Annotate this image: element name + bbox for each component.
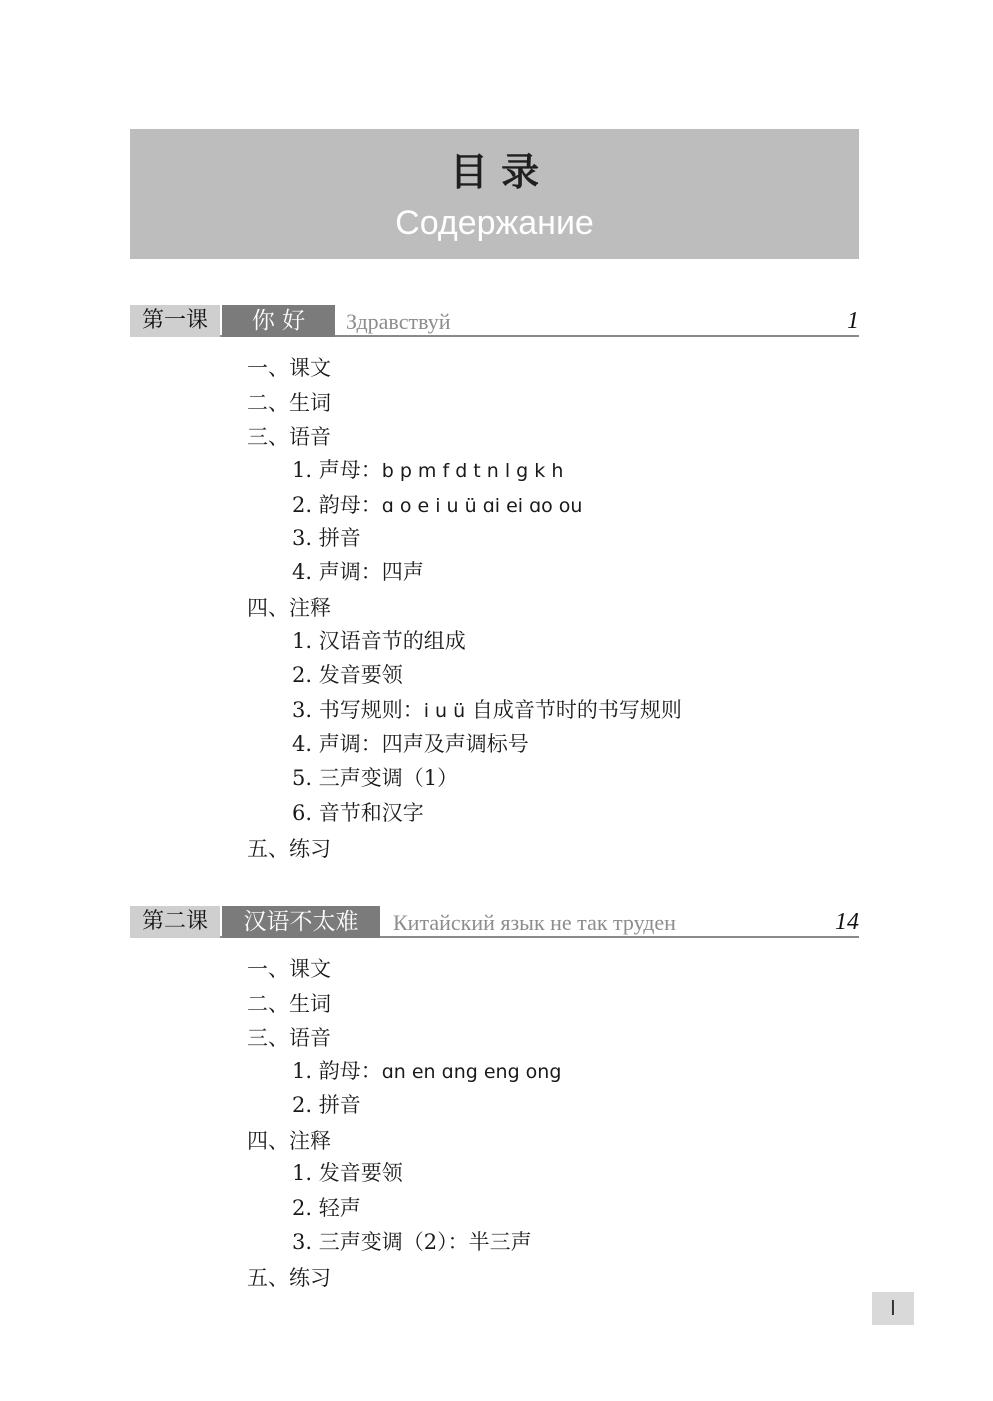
toc-entry[interactable]: 五、练习 (247, 1266, 331, 1290)
page-title: 目 录 (449, 150, 540, 194)
toc-subentry[interactable]: 5. 三声变调（1） (292, 766, 459, 790)
toc-subentry[interactable] (292, 491, 582, 520)
lesson-number: 第二课 (130, 906, 220, 938)
toc-subentry[interactable]: 2. 拼音 (292, 1093, 361, 1117)
toc-subentry[interactable] (292, 456, 563, 485)
toc-subentry[interactable]: 2. 轻声 (292, 1196, 361, 1220)
page-number-badge: I (872, 1292, 914, 1325)
pinyin-list: ɑ o e i u ü ɑi ei ɑo ou (381, 495, 583, 517)
toc-entry[interactable]: 三、语音 (247, 1026, 331, 1050)
lesson-title: 你 好 (222, 305, 335, 337)
lesson-title-ru: Китайский язык не так труден (393, 910, 676, 935)
toc-entry[interactable]: 四、注释 (247, 596, 331, 620)
lesson-title-ru: Здравствуй (346, 309, 451, 334)
toc-subentry-label: 1. 声母： (292, 458, 382, 482)
toc-entry[interactable]: 一、课文 (247, 957, 331, 981)
pinyin-list: ɑn en ɑng eng ong (381, 1061, 562, 1083)
toc-subentry-label: 1. 韵母： (292, 1059, 382, 1083)
toc-subentry[interactable]: 4. 声调：四声 (292, 560, 424, 584)
lesson-1-heading[interactable] (130, 305, 859, 337)
lesson-title: 汉语不太难 (222, 906, 380, 938)
lesson-2-heading[interactable] (130, 906, 859, 938)
toc-entry[interactable]: 二、生词 (247, 391, 331, 415)
toc-subentry[interactable]: 3. 拼音 (292, 526, 361, 550)
pinyin-list: i u ü (423, 700, 466, 722)
toc-header (130, 129, 859, 259)
toc-subentry[interactable]: 6. 音节和汉字 (292, 801, 424, 825)
pinyin-list: b p m f d t n l g k h (381, 460, 564, 482)
page-subtitle: Содержание (395, 204, 594, 242)
toc-subentry-label: 3. 书写规则： (292, 698, 424, 722)
toc-subentry-tail: 自成音节时的书写规则 (465, 698, 682, 722)
toc-subentry[interactable] (292, 696, 682, 725)
toc-entry[interactable]: 三、语音 (247, 425, 331, 449)
toc-entry[interactable]: 二、生词 (247, 992, 331, 1016)
toc-subentry[interactable]: 4. 声调：四声及声调标号 (292, 732, 529, 756)
toc-subentry-label: 2. 韵母： (292, 493, 382, 517)
toc-subentry[interactable]: 1. 汉语音节的组成 (292, 629, 466, 653)
toc-entry[interactable]: 五、练习 (247, 837, 331, 861)
lesson-page-number: 14 (835, 909, 859, 935)
toc-subentry[interactable]: 1. 发音要领 (292, 1161, 403, 1185)
toc-entry[interactable]: 四、注释 (247, 1129, 331, 1153)
lesson-page-number: 1 (847, 308, 859, 334)
toc-subentry[interactable]: 2. 发音要领 (292, 663, 403, 687)
toc-subentry[interactable]: 3. 三声变调（2）：半三声 (292, 1230, 532, 1254)
toc-entry[interactable]: 一、课文 (247, 356, 331, 380)
lesson-number: 第一课 (130, 305, 220, 337)
toc-subentry[interactable] (292, 1057, 561, 1086)
